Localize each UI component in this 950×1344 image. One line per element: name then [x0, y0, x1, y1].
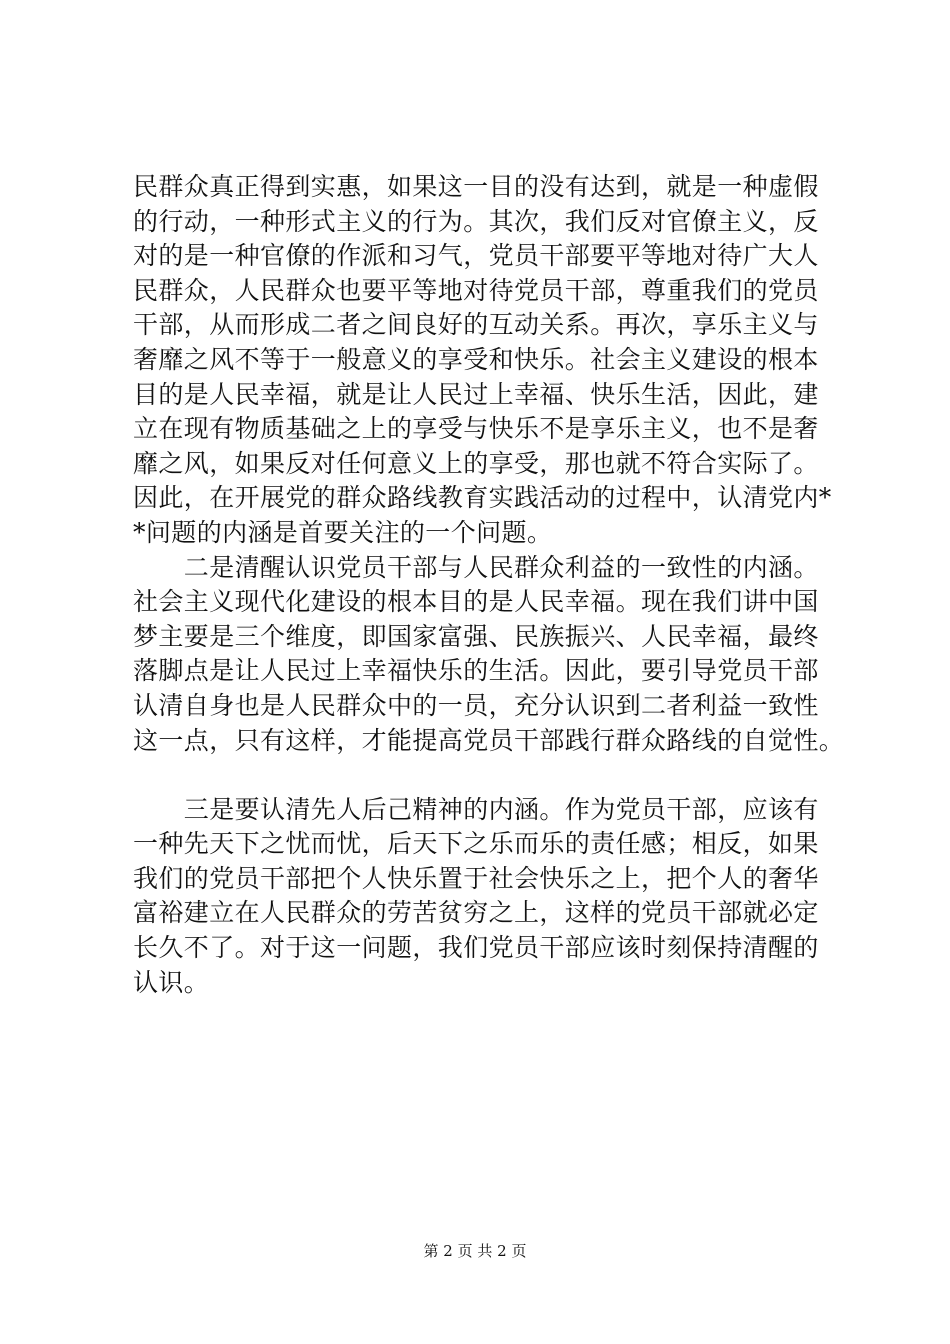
page-number-footer: 第 2 页 共 2 页	[423, 1242, 527, 1260]
text-line: 立在现有物质基础之上的享受与快乐不是享乐主义，也不是奢	[133, 414, 819, 444]
text-line: 长久不了。对于这一问题，我们党员干部应该时刻保持清醒的	[133, 933, 819, 963]
text-line: 因此，在开展党的群众路线教育实践活动的过程中，认清党内*	[133, 483, 832, 513]
text-line: *问题的内涵是首要关注的一个问题。	[133, 517, 553, 547]
text-line: 的行动，一种形式主义的行为。其次，我们反对官僚主义，反	[133, 206, 819, 236]
text-line: 民群众，人民群众也要平等地对待党员干部，尊重我们的党员	[133, 275, 819, 305]
text-line: 我们的党员干部把个人快乐置于社会快乐之上，把个人的奢华	[133, 863, 819, 893]
text-line: 一种先天下之忧而忧，后天下之乐而乐的责任感；相反，如果	[133, 829, 819, 859]
text-line: 这一点，只有这样，才能提高党员干部践行群众路线的自觉性。	[133, 725, 845, 755]
text-line: 富裕建立在人民群众的劳苦贫穷之上，这样的党员干部就必定	[133, 898, 819, 928]
text-line: 奢靡之风不等于一般意义的享受和快乐。社会主义建设的根本	[133, 344, 819, 374]
text-line: 目的是人民幸福，就是让人民过上幸福、快乐生活，因此，建	[133, 379, 819, 409]
text-line: 民群众真正得到实惠，如果这一目的没有达到，就是一种虚假	[133, 172, 819, 201]
paragraph-start-line: 二是清醒认识党员干部与人民群众利益的一致性的内涵。	[133, 552, 819, 582]
text-line: 梦主要是三个维度，即国家富强、民族振兴、人民幸福，最终	[133, 621, 819, 651]
text-line: 认识。	[133, 967, 210, 997]
text-line: 干部，从而形成二者之间良好的互动关系。再次，享乐主义与	[133, 310, 819, 340]
text-line: 对的是一种官僚的作派和习气，党员干部要平等地对待广大人	[133, 241, 819, 271]
text-line: 社会主义现代化建设的根本目的是人民幸福。现在我们讲中国	[133, 587, 819, 617]
document-body	[133, 170, 845, 1000]
text-line: 落脚点是让人民过上幸福快乐的生活。因此，要引导党员干部	[133, 656, 819, 686]
text-line: 认清自身也是人民群众中的一员，充分认识到二者利益一致性	[133, 690, 819, 720]
paragraph-start-line: 三是要认清先人后己精神的内涵。作为党员干部，应该有	[133, 794, 819, 824]
text-line: 靡之风，如果反对任何意义上的享受，那也就不符合实际了。	[133, 448, 819, 478]
blank-line	[133, 758, 823, 793]
